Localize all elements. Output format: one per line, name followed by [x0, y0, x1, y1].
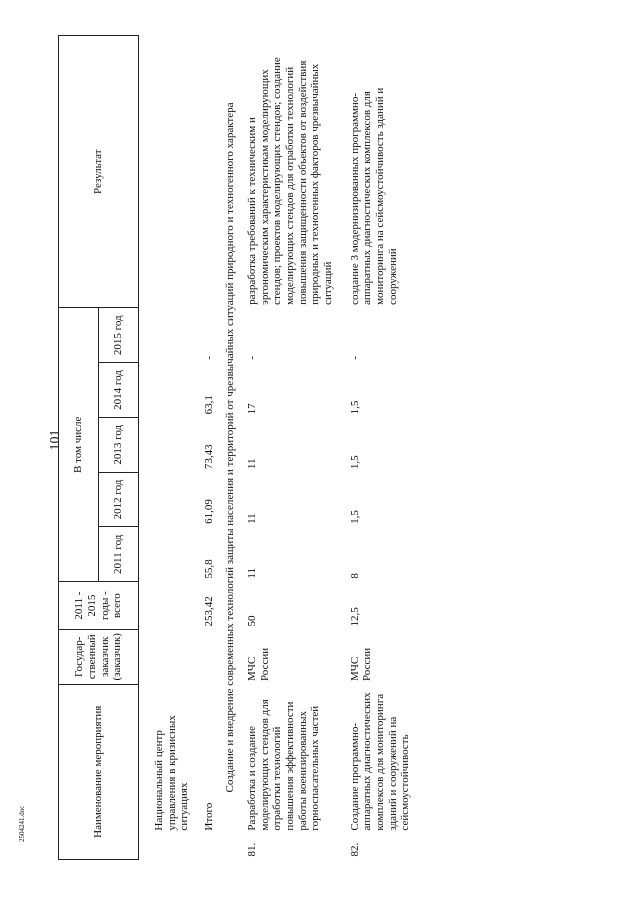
row-name: Создание программно-аппаратных диагностических комплексов для мониторинга зданий и сооружений на сейсмоустойчивость [348, 692, 412, 831]
row-year-value: 1,5 [348, 400, 361, 415]
header-name: Наименование мероприятия [59, 684, 139, 859]
header-result: Результат [59, 36, 139, 308]
row-year-value: 8 [348, 573, 361, 579]
measures-table [58, 35, 414, 860]
header-year: 2011 год [99, 527, 139, 582]
row-year-value: - [202, 355, 215, 360]
table-row [244, 36, 336, 860]
row-total: 50 [246, 615, 259, 627]
row-name: Разработка и создание моделирующих стендов для отработки технологий повышения эффективности работы военизированных горноспасательных частей [246, 699, 322, 831]
row-year-value: 11 [246, 568, 259, 579]
row-year-value: 1,5 [348, 455, 361, 470]
header-year: 2014 год [99, 363, 139, 418]
page-number: 101 [48, 429, 63, 451]
row-result [139, 36, 193, 308]
row-year-value: 63,1 [202, 395, 215, 415]
row-year-value: 11 [246, 513, 259, 524]
footer-code: 2504241.doc [18, 805, 26, 842]
row-index [193, 834, 218, 860]
row-year-value [139, 527, 193, 582]
row-year-value [139, 363, 193, 418]
header-year: 2012 год [99, 472, 139, 527]
row-year-value: 17 [246, 403, 259, 415]
row-year-value: 11 [246, 458, 259, 470]
row-result: разработка требований к техническим и эргономическим характеристикам моделирующих стендов; проектов моделирующих стендов; создание моделирующих стендов для отработки технологий повышения защищенности объектов от воздействия природных и техногенных факторов чрезвычайных ситуаций [246, 57, 335, 305]
row-customer [139, 630, 193, 685]
row-year-value: 73,43 [202, 444, 215, 470]
row-result: создание 3 модернизированных программно-аппаратных диагностических комплексов для мониторинга на сейсмоустойчивость зданий и сооружений [348, 87, 399, 305]
row-year-value [139, 417, 193, 472]
row-index: 82. [348, 842, 361, 857]
row-year-value [139, 308, 193, 363]
section-title-row [218, 36, 245, 860]
row-year-value: - [246, 355, 259, 360]
row-customer: МЧС России [348, 647, 374, 682]
row-name: Итого [202, 802, 215, 831]
section-title: Создание и внедрение современных технологий защиты населения и территорий от чрезвычайных ситуаций природного и техногенного характера [223, 102, 236, 793]
row-year-value: 61,09 [202, 499, 215, 524]
table-row [337, 36, 414, 860]
row-index: 81. [246, 842, 259, 857]
table-row [139, 36, 193, 860]
header-year: 2013 год [99, 417, 139, 472]
row-year-value: 1,5 [348, 510, 361, 524]
row-name: Национальный центр управления в кризисных ситуациях [153, 715, 191, 831]
rotated-table-area [58, 35, 638, 860]
row-customer [193, 630, 218, 685]
header-total: 2011 - 2015 годы - всего [59, 582, 139, 630]
row-index [139, 834, 193, 860]
header-customer: Государ-ственный заказчик (заказчик) [59, 630, 139, 685]
header-row-1 [59, 36, 99, 860]
row-year-value: - [348, 355, 361, 360]
row-result [193, 36, 218, 308]
row-total: 253,42 [202, 596, 215, 627]
row-year-value [139, 472, 193, 527]
header-in-that-number: В том числе [59, 308, 99, 582]
row-total: 12,5 [348, 607, 361, 627]
row-total [139, 582, 193, 630]
row-customer: МЧС России [246, 647, 271, 682]
row-year-value: 55,8 [202, 559, 215, 579]
table-row-total [193, 36, 218, 860]
header-year: 2015 год [99, 308, 139, 363]
